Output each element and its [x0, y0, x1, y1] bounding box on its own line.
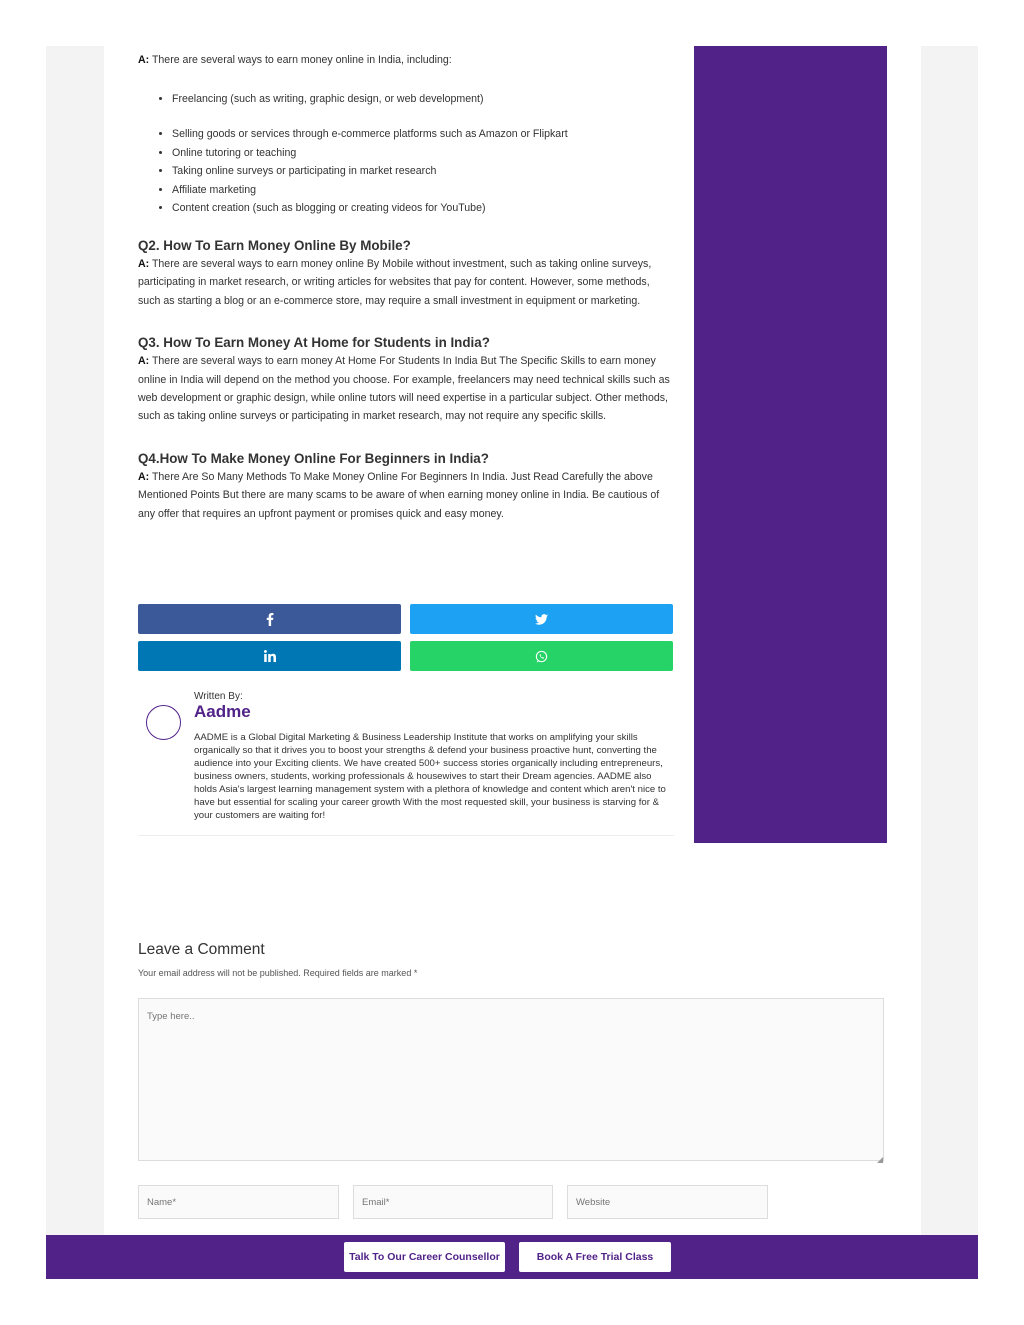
linkedin-icon — [264, 650, 276, 662]
facebook-icon — [266, 613, 274, 626]
answer-2: A: There are several ways to earn money online By Mobile without investment, such as taking online surveys, participating in market research, or writing articles for websites that pay for content. However, some methods, such as starting a blog or an e-commerce store, may require a small investment in equipment or marketing. — [138, 257, 652, 307]
question-3-heading: Q3. How To Earn Money At Home for Students in India? — [138, 335, 490, 351]
share-twitter-button[interactable] — [410, 604, 673, 634]
share-whatsapp-button[interactable] — [410, 641, 673, 671]
page-gutter-right — [921, 46, 978, 1236]
author-name-link[interactable]: Aadme — [194, 702, 251, 721]
author-bio: AADME is a Global Digital Marketing & Business Leadership Institute that works on amplifying your skills organically so that it drives you to boost your strengths & defend your business proactive hunt, converting the audience into your Exciting clients. We have created 500+ success stories organically including entrepreneurs, business owners, students, working professionals & housewives to start their Dream agencies. AADME also holds Asia's largest learning management system with a plethora of knowledge and content which aren't nice to have but essential for scaling your career growth With the most requested skill, your business is starving for & your customers are waiting for! — [194, 732, 666, 821]
name-field[interactable] — [138, 1185, 339, 1219]
author-box — [138, 689, 674, 836]
ways-list — [138, 125, 674, 218]
written-by-label: Written By: — [194, 691, 243, 702]
list-item: • Selling goods or services through e-commerce platforms such as Amazon or Flipkart — [172, 125, 674, 144]
answer-1: A: There are several ways to earn money online in India, including: — [138, 54, 452, 66]
comment-required-note: Your email address will not be published. Required fields are marked * — [138, 968, 418, 978]
answer-3: A: There are several ways to earn money At Home For Students In India But The Specific Skills to earn money online in India will depend on the method you choose. For example, freelancers may need technical skills such as web development or graphic design, while online tutors will need expertise in a particular subject. Other methods, such as taking online surveys or participating in market research, may not require any specific skills. — [138, 355, 670, 423]
share-facebook-button[interactable] — [138, 604, 401, 634]
faq-article — [138, 46, 674, 523]
list-item: • Affiliate marketing — [172, 181, 674, 200]
website-field[interactable] — [567, 1185, 768, 1219]
whatsapp-icon — [535, 650, 548, 663]
page-gutter-left — [46, 46, 104, 1236]
talk-to-counsellor-button[interactable]: Talk To Our Career Counsellor — [344, 1242, 505, 1272]
sticky-cta-bar — [46, 1235, 978, 1279]
comment-textarea[interactable] — [138, 998, 884, 1161]
ways-list-first — [138, 90, 674, 109]
resize-handle-icon[interactable]: ◢ — [877, 1155, 884, 1164]
comment-section-title: Leave a Comment — [138, 941, 265, 958]
question-4-heading: Q4.How To Make Money Online For Beginners in India? — [138, 450, 489, 466]
book-free-trial-button[interactable]: Book A Free Trial Class — [519, 1242, 671, 1272]
share-linkedin-button[interactable] — [138, 641, 401, 671]
list-item: • Freelancing (such as writing, graphic design, or web development) — [172, 90, 674, 109]
question-2-heading: Q2. How To Earn Money Online By Mobile? — [138, 237, 411, 253]
twitter-icon — [535, 614, 548, 625]
avatar — [146, 705, 181, 740]
list-item: • Content creation (such as blogging or creating videos for YouTube) — [172, 199, 674, 218]
list-item: • Online tutoring or teaching — [172, 144, 674, 163]
sidebar-banner — [694, 46, 887, 843]
answer-4: A: There Are So Many Methods To Make Money Online For Beginners In India. Just Read Carefully the above Mentioned Points But there are many scams to be aware of when earning money online in India. Be cautious of any offer that requires an upfront payment or promises quick and easy money. — [138, 470, 660, 520]
list-item: • Taking online surveys or participating in market research — [172, 162, 674, 181]
email-field[interactable] — [353, 1185, 553, 1219]
